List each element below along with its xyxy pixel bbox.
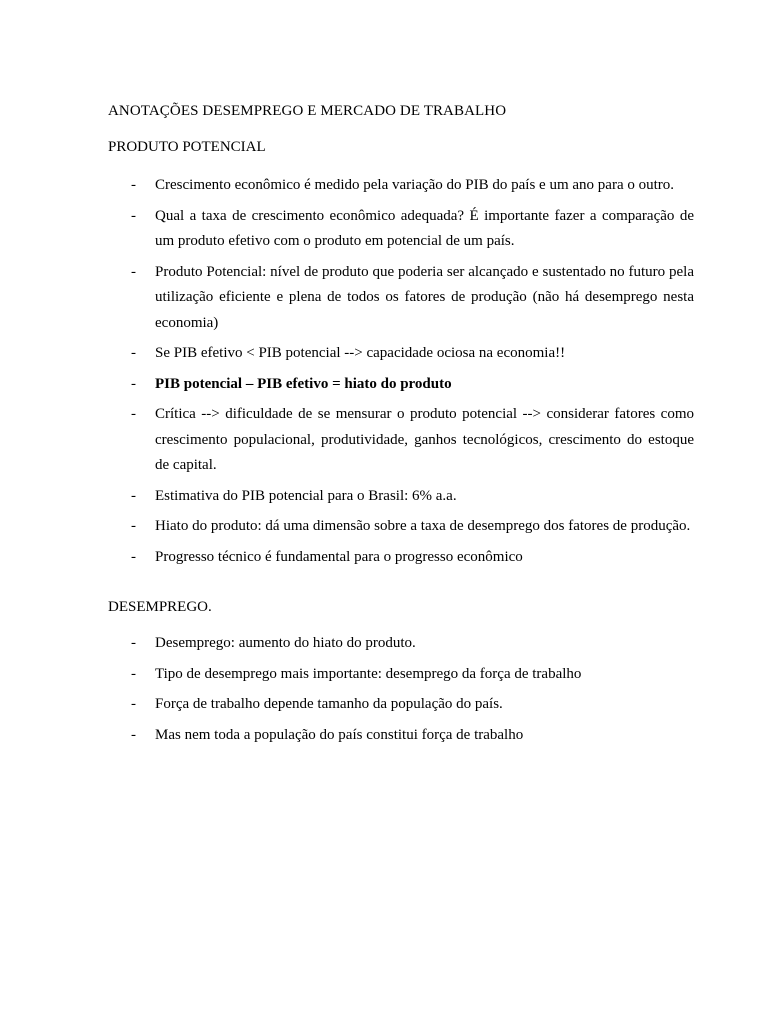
list-item — [0, 372, 768, 398]
bullet-dash: - — [131, 406, 136, 422]
bullet-dash: - — [131, 726, 136, 743]
bullet-dash: - — [131, 665, 136, 682]
list-item — [0, 204, 768, 255]
bullet-dash: - — [131, 548, 136, 565]
list-item — [0, 723, 768, 749]
bullet-dash: - — [131, 375, 136, 392]
list-item — [0, 662, 768, 688]
section-heading-produto-potencial: PRODUTO POTENCIAL — [108, 139, 266, 155]
list-item-text: Crescimento econômico é medido pela variação do PIB do país e um ano para o outro. — [155, 177, 675, 193]
list-item — [0, 260, 768, 337]
bullet-dash: - — [131, 635, 136, 651]
bullet-dash: - — [131, 696, 136, 712]
bullet-dash: - — [131, 177, 136, 193]
section-heading-desemprego: DESEMPREGO. — [108, 599, 212, 615]
bullet-dash: - — [131, 487, 136, 504]
list-item — [0, 631, 768, 657]
list-item-text: Qual a taxa de crescimento econômico adequada? É importante fazer a comparação de um produto efetivo com o produto em potencial de um país. — [155, 207, 694, 249]
list-item-text: Desemprego: aumento do hiato do produto. — [155, 635, 416, 651]
list-item-text: Hiato do produto: dá uma dimensão sobre a taxa de desemprego dos fatores de produção. — [155, 518, 691, 534]
bullet-list-produto-potencial — [0, 173, 768, 575]
list-item-text: Mas nem toda a população do país constitui força de trabalho — [155, 726, 524, 743]
list-item-text: Progresso técnico é fundamental para o progresso econômico — [155, 548, 523, 565]
list-item — [0, 514, 768, 540]
list-item — [0, 545, 768, 571]
bullet-dash: - — [131, 207, 136, 224]
list-item-text: Força de trabalho depende tamanho da população do país. — [155, 696, 503, 712]
list-item-text: Tipo de desemprego mais importante: desemprego da força de trabalho — [155, 665, 582, 682]
list-item-text: Produto Potencial: nível de produto que poderia ser alcançado e sustentado no futuro pela utilização eficiente e plena de todos os fatores de produção (não há desemprego nesta economia) — [155, 263, 694, 331]
list-item-text: Crítica --> dificuldade de se mensurar o produto potencial --> considerar fatores como crescimento populacional, produtividade, ganhos tecnológicos, crescimento do estoque de capital. — [155, 406, 694, 473]
list-item — [0, 173, 768, 199]
list-item — [0, 341, 768, 367]
list-item-text: Se PIB efetivo < PIB potencial --> capacidade ociosa na economia!! — [155, 345, 566, 361]
bullet-dash: - — [131, 345, 136, 361]
bullet-dash: - — [131, 518, 136, 534]
bullet-list-desemprego — [0, 631, 768, 753]
list-item — [0, 484, 768, 510]
bullet-dash: - — [131, 263, 136, 280]
document-title: ANOTAÇÕES DESEMPREGO E MERCADO DE TRABALHO — [108, 103, 507, 119]
list-item-text-bold: PIB potencial – PIB efetivo = hiato do produto — [155, 375, 452, 392]
list-item — [0, 402, 768, 479]
list-item — [0, 692, 768, 718]
list-item-text: Estimativa do PIB potencial para o Brasil: 6% a.a. — [155, 487, 457, 504]
